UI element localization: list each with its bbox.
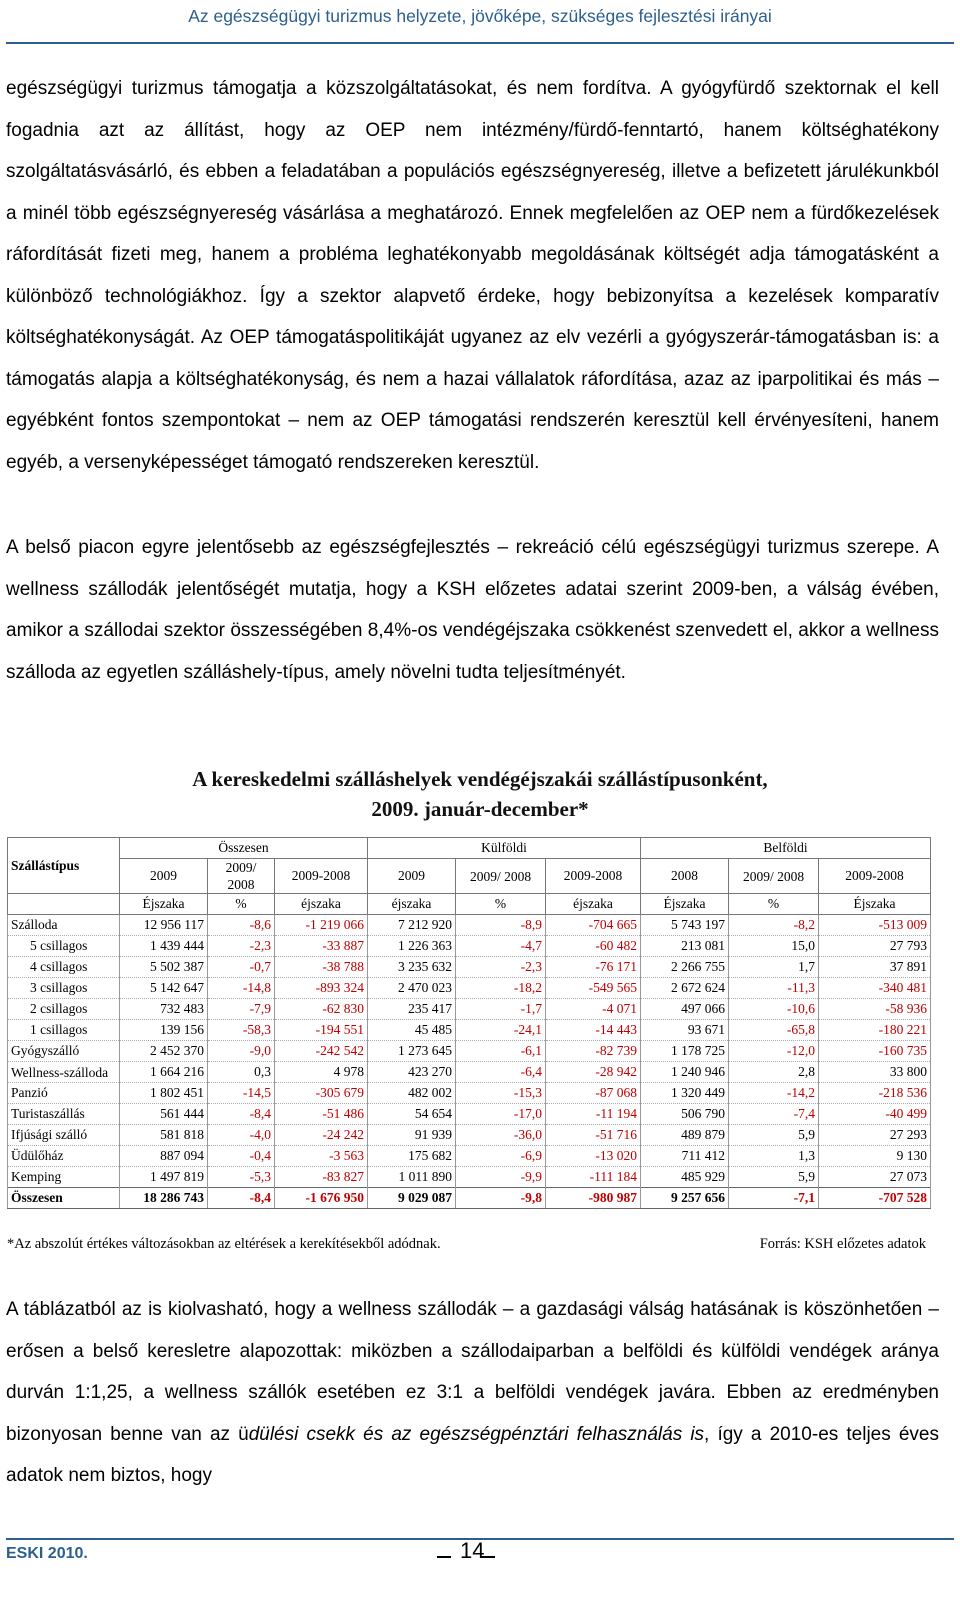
row-label: Wellness-szálloda	[8, 1062, 120, 1083]
table-cell: -2,3	[208, 936, 275, 957]
table-cell: 5 142 647	[120, 978, 208, 999]
table-cell: -38 788	[275, 957, 368, 978]
table-cell: -14,8	[208, 978, 275, 999]
table-title	[0, 764, 960, 824]
row-label: Gyógyszálló	[8, 1041, 120, 1062]
table-cell: -28 942	[546, 1062, 641, 1083]
table-cell: 3 235 632	[368, 957, 456, 978]
table-cell: -60 482	[546, 936, 641, 957]
unit-header: %	[208, 894, 275, 915]
table-cell: -36,0	[456, 1125, 546, 1146]
table-cell: -7,9	[208, 999, 275, 1020]
table-title-line-2: 2009. január-december*	[371, 797, 589, 821]
table-cell: -707 528	[819, 1188, 931, 1209]
table-cell: -18,2	[456, 978, 546, 999]
table-cell: 561 444	[120, 1104, 208, 1125]
row-label: Szálloda	[8, 915, 120, 936]
row-label: 1 csillagos	[8, 1020, 120, 1041]
table-row	[8, 1041, 931, 1062]
table-cell: 5,9	[729, 1167, 819, 1188]
table-cell: -9,9	[456, 1167, 546, 1188]
table-cell: 93 671	[641, 1020, 729, 1041]
table-cell: -1 219 066	[275, 915, 368, 936]
row-label: Panzió	[8, 1083, 120, 1104]
unit-header: Éjszaka	[641, 894, 729, 915]
table-cell: -65,8	[729, 1020, 819, 1041]
table-cell: -87 068	[546, 1083, 641, 1104]
unit-header: éjszaka	[275, 894, 368, 915]
page-number-dash-left	[437, 1556, 451, 1558]
unit-header: éjszaka	[546, 894, 641, 915]
table-cell: -14,2	[729, 1083, 819, 1104]
table-row	[8, 915, 931, 936]
group-header-total: Összesen	[120, 838, 368, 859]
table-cell: -340 481	[819, 978, 931, 999]
row-header-cell: Szállástípus	[8, 838, 120, 894]
table-cell: -58,3	[208, 1020, 275, 1041]
row-label: Kemping	[8, 1167, 120, 1188]
paragraph-text: A táblázatból az is kiolvasható, hogy a wellness szállodák – a gazdasági válság hatásának is köszönhetően – erősen a belső keresletre alapozottak: miközben a szállodaiparban a belföldi és külföldi vendégek aránya durván 1:1,25, a wellness szállók esetében ez 3:1 a belföldi vendégek javára. Ebben az eredményben bizonyosan benne van az ü	[6, 1299, 939, 1445]
table-cell: -7,4	[729, 1104, 819, 1125]
table-cell: 1 178 725	[641, 1041, 729, 1062]
table-cell: 485 929	[641, 1167, 729, 1188]
table-cell: -704 665	[546, 915, 641, 936]
table-cell: -8,9	[456, 915, 546, 936]
table-cell: 5,9	[729, 1125, 819, 1146]
table-cell: -6,9	[456, 1146, 546, 1167]
table-cell: 27 293	[819, 1125, 931, 1146]
table-cell: 423 270	[368, 1062, 456, 1083]
table-cell: 18 286 743	[120, 1188, 208, 1209]
table-cell: 2 470 023	[368, 978, 456, 999]
table-cell: -6,1	[456, 1041, 546, 1062]
table-cell: 482 002	[368, 1083, 456, 1104]
table-cell: -549 565	[546, 978, 641, 999]
group-header-domestic: Belföldi	[641, 838, 931, 859]
table-cell: -14 443	[546, 1020, 641, 1041]
unit-header: %	[456, 894, 546, 915]
row-label: Üdülőház	[8, 1146, 120, 1167]
table-cell: -0,7	[208, 957, 275, 978]
table-cell: -1 676 950	[275, 1188, 368, 1209]
table-cell: 1,7	[729, 957, 819, 978]
table-cell: 1 802 451	[120, 1083, 208, 1104]
table-cell: 489 879	[641, 1125, 729, 1146]
table-cell: -62 830	[275, 999, 368, 1020]
table-cell: 1 439 444	[120, 936, 208, 957]
unit-header: Éjszaka	[819, 894, 931, 915]
table-cell: 33 800	[819, 1062, 931, 1083]
table-cell: 27 793	[819, 936, 931, 957]
table-cell: 235 417	[368, 999, 456, 1020]
table-cell: -9,0	[208, 1041, 275, 1062]
table-cell: 175 682	[368, 1146, 456, 1167]
table-cell: -4,0	[208, 1125, 275, 1146]
table-cell: 2 452 370	[120, 1041, 208, 1062]
table-cell: -194 551	[275, 1020, 368, 1041]
subcol-header: 2009-2008	[546, 859, 641, 894]
unit-header: éjszaka	[368, 894, 456, 915]
page-number: 14	[460, 1538, 485, 1563]
table-cell: -12,0	[729, 1041, 819, 1062]
table-cell: 45 485	[368, 1020, 456, 1041]
table-cell: -82 739	[546, 1041, 641, 1062]
table-cell: -24 242	[275, 1125, 368, 1146]
table-cell: -8,6	[208, 915, 275, 936]
table-cell: -17,0	[456, 1104, 546, 1125]
footer-publisher: ESKI 2010.	[6, 1545, 88, 1562]
subcol-header: 2009/ 2008	[456, 859, 546, 894]
table-cell: -305 679	[275, 1083, 368, 1104]
subcol-header: 2008	[641, 859, 729, 894]
table-cell: -7,1	[729, 1188, 819, 1209]
table-cell: -3 563	[275, 1146, 368, 1167]
table-cell: 0,3	[208, 1062, 275, 1083]
unit-header: Éjszaka	[120, 894, 208, 915]
table-row	[8, 957, 931, 978]
row-label: 2 csillagos	[8, 999, 120, 1020]
table-cell: 7 212 920	[368, 915, 456, 936]
table-cell: -83 827	[275, 1167, 368, 1188]
table-cell: -242 542	[275, 1041, 368, 1062]
table-cell: 2 672 624	[641, 978, 729, 999]
table-row	[8, 1104, 931, 1125]
table-cell: 9 029 087	[368, 1188, 456, 1209]
row-label: 4 csillagos	[8, 957, 120, 978]
table-cell: -11 194	[546, 1104, 641, 1125]
table-cell: -513 009	[819, 915, 931, 936]
table-cell: 1 226 363	[368, 936, 456, 957]
table-cell: 27 073	[819, 1167, 931, 1188]
table-cell: -180 221	[819, 1020, 931, 1041]
table-cell: -2,3	[456, 957, 546, 978]
table-cell: -9,8	[456, 1188, 546, 1209]
table-cell: -10,6	[729, 999, 819, 1020]
table-cell: -6,4	[456, 1062, 546, 1083]
table-cell: 581 818	[120, 1125, 208, 1146]
row-label: Turistaszállás	[8, 1104, 120, 1125]
table-cell: -51 716	[546, 1125, 641, 1146]
table-cell: -980 987	[546, 1188, 641, 1209]
subcol-header: 2009	[120, 859, 208, 894]
table-cell: 497 066	[641, 999, 729, 1020]
subcol-header: 2009	[368, 859, 456, 894]
paragraph-emphasis: dülési csekk és az egészségpénztári felhasználás is	[248, 1423, 705, 1445]
group-header-foreign: Külföldi	[368, 838, 641, 859]
row-label: 5 csillagos	[8, 936, 120, 957]
table-row	[8, 1125, 931, 1146]
table-row	[8, 999, 931, 1020]
paragraph-domestic-demand	[6, 1289, 939, 1497]
table-row	[8, 1020, 931, 1041]
subcol-header: 2009-2008	[275, 859, 368, 894]
row-label: Ifjúsági szálló	[8, 1125, 120, 1146]
row-label: Összesen	[8, 1188, 120, 1209]
table-cell: 1 273 645	[368, 1041, 456, 1062]
table-title-line-1: A kereskedelmi szálláshelyek vendégéjszakái szállástípusonként,	[192, 767, 768, 791]
table-cell: -218 536	[819, 1083, 931, 1104]
table-cell: -160 735	[819, 1041, 931, 1062]
table-cell: 37 891	[819, 957, 931, 978]
table-row	[8, 1062, 931, 1083]
table-cell: -5,3	[208, 1167, 275, 1188]
table-cell: 1 011 890	[368, 1167, 456, 1188]
table-cell: 1 664 216	[120, 1062, 208, 1083]
paragraph-text: , így a 2010-es teljes éves adatok nem biztos, hogy	[6, 1423, 939, 1486]
unit-header-blank	[8, 894, 120, 915]
table-cell: -111 184	[546, 1167, 641, 1188]
table-cell: -58 936	[819, 999, 931, 1020]
table-cell: -51 486	[275, 1104, 368, 1125]
table-cell: -15,3	[456, 1083, 546, 1104]
table-cell: -4,7	[456, 936, 546, 957]
subcol-header: 2009/ 2008	[729, 859, 819, 894]
table-cell: 1 240 946	[641, 1062, 729, 1083]
table-cell: -1,7	[456, 999, 546, 1020]
table-row	[8, 1083, 931, 1104]
table-cell: 5 502 387	[120, 957, 208, 978]
table-cell: -8,4	[208, 1188, 275, 1209]
table-cell: 2,8	[729, 1062, 819, 1083]
table-cell: -13 020	[546, 1146, 641, 1167]
subcol-header: 2009/ 2008	[208, 859, 275, 894]
table-cell: 12 956 117	[120, 915, 208, 936]
table-cell: 4 978	[275, 1062, 368, 1083]
table-cell: -33 887	[275, 936, 368, 957]
table-body	[8, 915, 931, 1209]
table-cell: 5 743 197	[641, 915, 729, 936]
header-divider	[6, 42, 954, 44]
table-cell: 9 130	[819, 1146, 931, 1167]
table-cell: 887 094	[120, 1146, 208, 1167]
table-row	[8, 1146, 931, 1167]
table-cell: -76 171	[546, 957, 641, 978]
table-cell: 1 320 449	[641, 1083, 729, 1104]
table-cell: -8,2	[729, 915, 819, 936]
table-cell: -8,4	[208, 1104, 275, 1125]
table-cell: -24,1	[456, 1020, 546, 1041]
row-label: 3 csillagos	[8, 978, 120, 999]
table-row	[8, 978, 931, 999]
table-cell: -4 071	[546, 999, 641, 1020]
table-cell: -11,3	[729, 978, 819, 999]
accommodation-nights-table	[7, 837, 931, 1209]
table-footnote: *Az abszolút értékes változásokban az eltérések a kerekítésekből adódnak.	[7, 1236, 441, 1252]
table-cell: 213 081	[641, 936, 729, 957]
page-number-dash-right	[481, 1556, 495, 1558]
table-header	[8, 838, 931, 915]
table-source: Forrás: KSH előzetes adatok	[759, 1236, 926, 1252]
table-cell: 711 412	[641, 1146, 729, 1167]
table-cell: 54 654	[368, 1104, 456, 1125]
table-cell: -0,4	[208, 1146, 275, 1167]
table-cell: 732 483	[120, 999, 208, 1020]
table-row	[8, 1188, 931, 1209]
paragraph-oep-policy: egészségügyi turizmus támogatja a közszolgáltatásokat, és nem fordítva. A gyógyfürdő szektornak el kell fogadnia azt az állítást, hogy az OEP nem intézmény/fürdő-fenntartó, hanem költséghatékony szolgáltatásvásárló, és ebben a feladatában a populációs egészségnyereség, illetve a befizetett járulékunkból a minél több egészségnyereség vásárlása a meghatározó. Ennek megfelelően az OEP nem a fürdőkezelések ráfordítását fizeti meg, hanem a probléma leghatékonyabb megoldásának költségét adja támogatásként a különböző technológiákhoz. Így a szektor alapvető érdeke, hogy bebizonyítsa a kezelések komparatív költséghatékonyságát. Az OEP támogatáspolitikáját ugyanez az elv vezérli a gyógyszerár-támogatásban is: a támogatás alapja a költséghatékonyság, és nem a hazai vállalatok ráfordítása, azaz az iparpolitikai és más – egyébként fontos szempontokat – nem az OEP támogatási rendszerén keresztül kell érvényesíteni, hanem egyéb, a versenyképességet támogató rendszereken keresztül.	[6, 78, 939, 473]
table-cell: 2 266 755	[641, 957, 729, 978]
table-cell: -40 499	[819, 1104, 931, 1125]
table-cell: 9 257 656	[641, 1188, 729, 1209]
table-row	[8, 1167, 931, 1188]
paragraph-wellness-market: A belső piacon egyre jelentősebb az egészségfejlesztés – rekreáció célú egészségügyi turizmus szerepe. A wellness szállodák jelentőségét mutatja, hogy a KSH előzetes adatai szerint 2009-ben, a válság évében, amikor a szállodai szektor összességében 8,4%-os vendégéjszaka csökkenést szenvedett el, akkor a wellness szálloda az egyetlen szálláshely-típus, amely növelni tudta teljesítményét.	[6, 537, 939, 683]
subcol-header: 2009-2008	[819, 859, 931, 894]
running-header-title: Az egészségügyi turizmus helyzete, jövőképe, szükséges fejlesztési irányai	[188, 6, 772, 26]
table-cell: 139 156	[120, 1020, 208, 1041]
table-cell: 1 497 819	[120, 1167, 208, 1188]
table-cell: -893 324	[275, 978, 368, 999]
table-cell: 1,3	[729, 1146, 819, 1167]
table-cell: 91 939	[368, 1125, 456, 1146]
table-cell: -14,5	[208, 1083, 275, 1104]
table-cell: 506 790	[641, 1104, 729, 1125]
table-row	[8, 936, 931, 957]
unit-header: %	[729, 894, 819, 915]
table-cell: 15,0	[729, 936, 819, 957]
